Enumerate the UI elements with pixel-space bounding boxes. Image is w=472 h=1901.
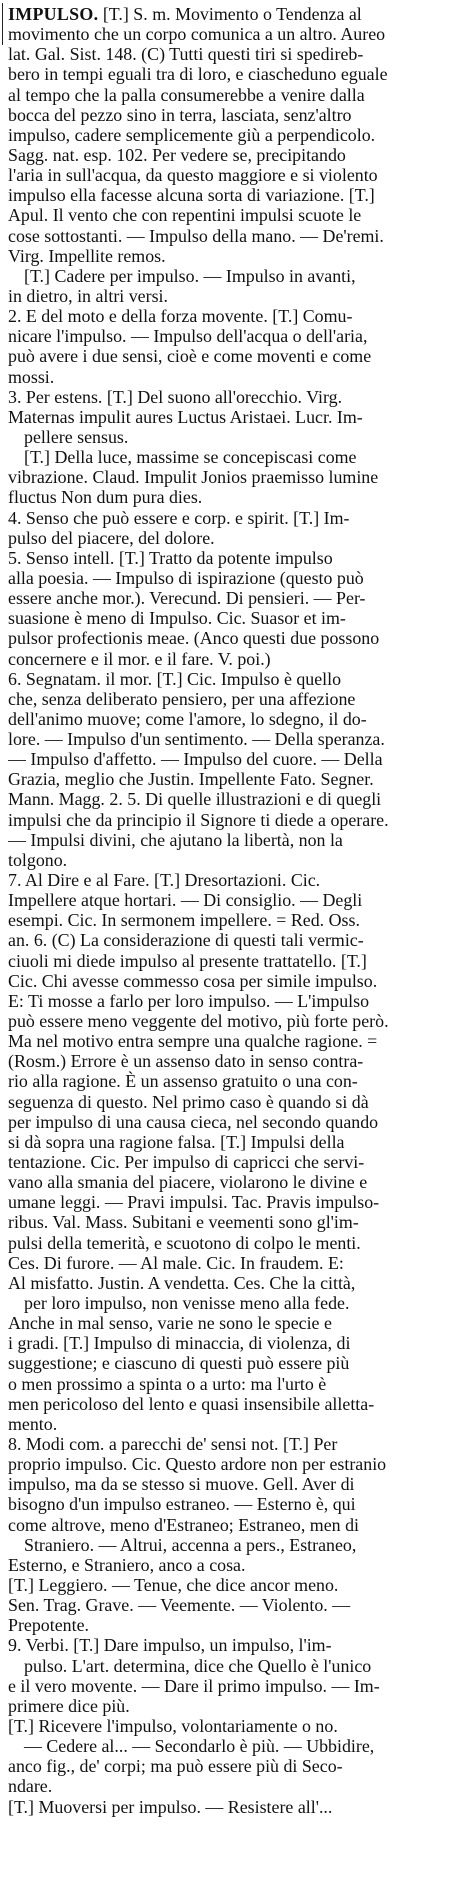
- entry-line: 7. Al Dire e al Fare. [T.] Dresortazioni. Cic.: [8, 870, 321, 891]
- entry-line: Virg. Impellite remos.: [8, 245, 166, 266]
- entry-line: impulso ella facesse alcuna sorta di variazione. [T.]: [8, 185, 375, 206]
- entry-line: 4. Senso che può essere e corp. e spirit. [T.] Im-: [8, 507, 350, 528]
- entry-line: impulso, cadere semplicemente giù a perpendicolo.: [8, 124, 376, 145]
- entry-line: può essere meno veggente del motivo, più forte però.: [8, 1011, 389, 1032]
- entry-line: proprio impulso. Cic. Questo ardore non per estranio: [8, 1454, 387, 1475]
- entry-line: Esterno, e Straniero, anco a cosa.: [8, 1554, 246, 1575]
- entry-line: si dà sopra una ragione falsa. [T.] Impulsi della: [8, 1131, 345, 1152]
- entry-line: concernere e il mor. e il fare. V. poi.): [8, 648, 271, 669]
- entry-line: pulsor profectionis meae. (Anco questi due possono: [8, 628, 380, 649]
- entry-line: an. 6. (C) La considerazione di questi tali vermic-: [8, 930, 364, 951]
- entry-line: (Rosm.) Errore è un assenso dato in senso contra-: [8, 1051, 364, 1072]
- entry-line: seguenza di questo. Nel primo caso è quando si dà: [8, 1091, 369, 1112]
- entry-line: vibrazione. Claud. Impulit Jonios praemisso lumine: [8, 467, 379, 488]
- entry-line: al tempo che la palla consumerebbe a venire dalla: [8, 84, 365, 105]
- entry-line: esempi. Cic. In sermonem impellere. = Red. Oss.: [8, 910, 360, 931]
- entry-line: essere anche mor.). Verecund. Di pensieri. — Per-: [8, 588, 366, 609]
- entry-line: Sen. Trag. Grave. — Veemente. — Violento. —: [8, 1595, 351, 1616]
- entry-line: bero in tempi eguali tra di loro, e ciascheduno eguale: [8, 64, 388, 85]
- entry-line: ribus. Val. Mass. Subitani e veementi sono gl'im-: [8, 1212, 359, 1233]
- entry-line: cose sottostanti. — Impulso della mano. — De'remi.: [8, 225, 384, 246]
- entry-line: Al misfatto. Justin. A vendetta. Ces. Che la città,: [8, 1272, 356, 1293]
- entry-line: nicare l'impulso. — Impulso dell'acqua o dell'aria,: [8, 326, 368, 347]
- entry-line: Ma nel motivo entra sempre una qualche ragione. =: [8, 1031, 378, 1052]
- entry-line: Prepotente.: [8, 1615, 89, 1636]
- entry-line: 5. Senso intell. [T.] Tratto da potente impulso: [8, 547, 333, 568]
- entry-line: ndare.: [8, 1776, 53, 1797]
- entry-line: [T.] Leggiero. — Tenue, che dice ancor meno.: [8, 1574, 339, 1595]
- margin-rule: [2, 3, 3, 45]
- entry-line: o men prossimo a spinta o a urto: ma l'urto è: [8, 1373, 327, 1394]
- entry-line: movimento che un corpo comunica a un altro. Aureo: [8, 24, 386, 45]
- entry-line: lat. Gal. Sist. 148. (C) Tutti questi tiri si spedireb-: [8, 44, 364, 65]
- entry-line: può avere i due sensi, cioè e come moventi e come: [8, 346, 372, 367]
- entry-line: pulso del piacere, del dolore.: [8, 527, 215, 548]
- entry-line: alla poesia. — Impulso di ispirazione (questo può: [8, 567, 364, 588]
- entry-headline: IMPULSO. [T.] S. m. Movimento o Tendenza al: [8, 4, 362, 24]
- entry-line: Straniero. — Altrui, accenna a pers., Estraneo,: [24, 1534, 357, 1555]
- entry-line: fluctus Non dum pura dies.: [8, 487, 203, 508]
- entry-line: suasione è meno di Impulso. Cic. Suasor et im-: [8, 608, 346, 629]
- entry-text: [8, 4, 461, 1817]
- entry-line: mossi.: [8, 366, 55, 387]
- entry-line: bocca del pezzo sino in terra, lasciata, senz'altro: [8, 104, 352, 125]
- entry-line: rio alla ragione. È un assenso gratuito o una con-: [8, 1071, 358, 1092]
- entry-line: 2. E del moto e della forza movente. [T.] Comu-: [8, 306, 353, 327]
- entry-line: lore. — Impulso d'un sentimento. — Della speranza.: [8, 729, 385, 750]
- entry-line: impulsi che da principio il Signore ti diede a operare.: [8, 809, 389, 830]
- entry-line: mento.: [8, 1413, 58, 1434]
- entry-line: men pericoloso del lento e quasi insensibile alletta-: [8, 1393, 375, 1414]
- entry-line: 6. Segnatam. il mor. [T.] Cic. Impulso è quello: [8, 668, 342, 689]
- entry-line: primere dice più.: [8, 1695, 130, 1716]
- entry-line: l'aria in sull'acqua, da questo maggiore e si violento: [8, 165, 378, 186]
- entry-line: Mann. Magg. 2. 5. Di quelle illustrazioni e di quegli: [8, 789, 382, 810]
- entry-line: ciuoli mi diede impulso al presente trattatello. [T.]: [8, 950, 367, 971]
- entry-line: suggestione; e ciascuno di questi può essere più: [8, 1353, 350, 1374]
- entry-line: per loro impulso, non venisse meno alla fede.: [24, 1293, 350, 1313]
- entry-line: Apul. Il vento che con repentini impulsi scuote le: [8, 205, 362, 226]
- entry-line: per impulso di una causa cieca, nel secondo quando: [8, 1111, 379, 1132]
- entry-line: — Impulsi divini, che ajutano la libertà, non la: [8, 829, 343, 850]
- entry-line: anco fig., de' corpi; ma può essere più di Seco-: [8, 1756, 343, 1777]
- entry-line: dell'animo muove; come l'amore, lo sdegno, il do-: [8, 708, 367, 729]
- entry-line: tolgono.: [8, 849, 68, 870]
- entry-line: Impellere atque hortari. — Di consiglio. — Degli: [8, 890, 363, 911]
- entry-line: E: Ti mosse a farlo per loro impulso. — L'impulso: [8, 990, 370, 1011]
- entry-line: [T.] Muoversi per impulso. — Resistere all'...: [8, 1796, 333, 1817]
- entry-line: Sagg. nat. esp. 102. Per vedere se, precipitando: [8, 144, 346, 165]
- entry-line: in dietro, in altri versi.: [8, 285, 168, 306]
- entry-line: — Impulso d'affetto. — Impulso del cuore. — Della: [8, 749, 383, 770]
- entry-line: bisogno d'un impulso estraneo. — Esterno è, qui: [8, 1494, 356, 1515]
- entry-line: Maternas impulit aures Luctus Aristaei. Lucr. Im-: [8, 406, 363, 427]
- entry-line: vano alla smania del piacere, violarono le divine e: [8, 1172, 368, 1193]
- entry-line: i gradi. [T.] Impulso di minaccia, di violenza, di: [8, 1333, 351, 1354]
- entry-line: pulso. L'art. determina, dice che Quello è l'unico: [24, 1655, 372, 1676]
- entry-line: umane leggi. — Pravi impulsi. Tac. Pravis impulso-: [8, 1192, 380, 1213]
- entry-line: impulso, ma da se stesso si muove. Gell. Aver di: [8, 1474, 355, 1495]
- entry-line: — Cedere al... — Secondarlo è più. — Ubbidire,: [24, 1736, 375, 1757]
- entry-line: pulsi della temerità, e scuotono di colpo le menti.: [8, 1232, 361, 1253]
- entry-line: 9. Verbi. [T.] Dare impulso, un impulso, l'im-: [8, 1635, 332, 1656]
- entry-line: [T.] Ricevere l'impulso, volontariamente o no.: [8, 1715, 338, 1736]
- entry-line: che, senza deliberato pensiero, per una affezione: [8, 688, 356, 709]
- entry-line: Grazia, meglio che Justin. Impellente Fato. Segner.: [8, 769, 374, 790]
- entry-line: Anche in mal senso, varie ne sono le specie e: [8, 1313, 332, 1334]
- entry-line: [T.] Della luce, massime se concepiscasi come: [24, 447, 357, 468]
- entry-line: [T.] Cadere per impulso. — Impulso in avanti,: [24, 265, 356, 286]
- entry-line: come altrove, meno d'Estraneo; Estraneo, men di: [8, 1514, 359, 1535]
- headword: IMPULSO.: [8, 4, 99, 24]
- entry-line: 3. Per estens. [T.] Del suono all'orecchio. Virg.: [8, 386, 343, 407]
- entry-line: pellere sensus.: [24, 426, 129, 447]
- entry-line: tentazione. Cic. Per impulso di capricci che servi-: [8, 1152, 365, 1173]
- entry-line: Ces. Di furore. — Al male. Cic. In fraudem. E:: [8, 1252, 344, 1273]
- entry-line: e il vero movente. — Dare il primo impulso. — Im-: [8, 1675, 380, 1696]
- entry-line: 8. Modi com. a parecchi de' sensi not. [T.] Per: [8, 1433, 338, 1454]
- entry-line: Cic. Chi avesse commesso cosa per simile impulso.: [8, 970, 378, 991]
